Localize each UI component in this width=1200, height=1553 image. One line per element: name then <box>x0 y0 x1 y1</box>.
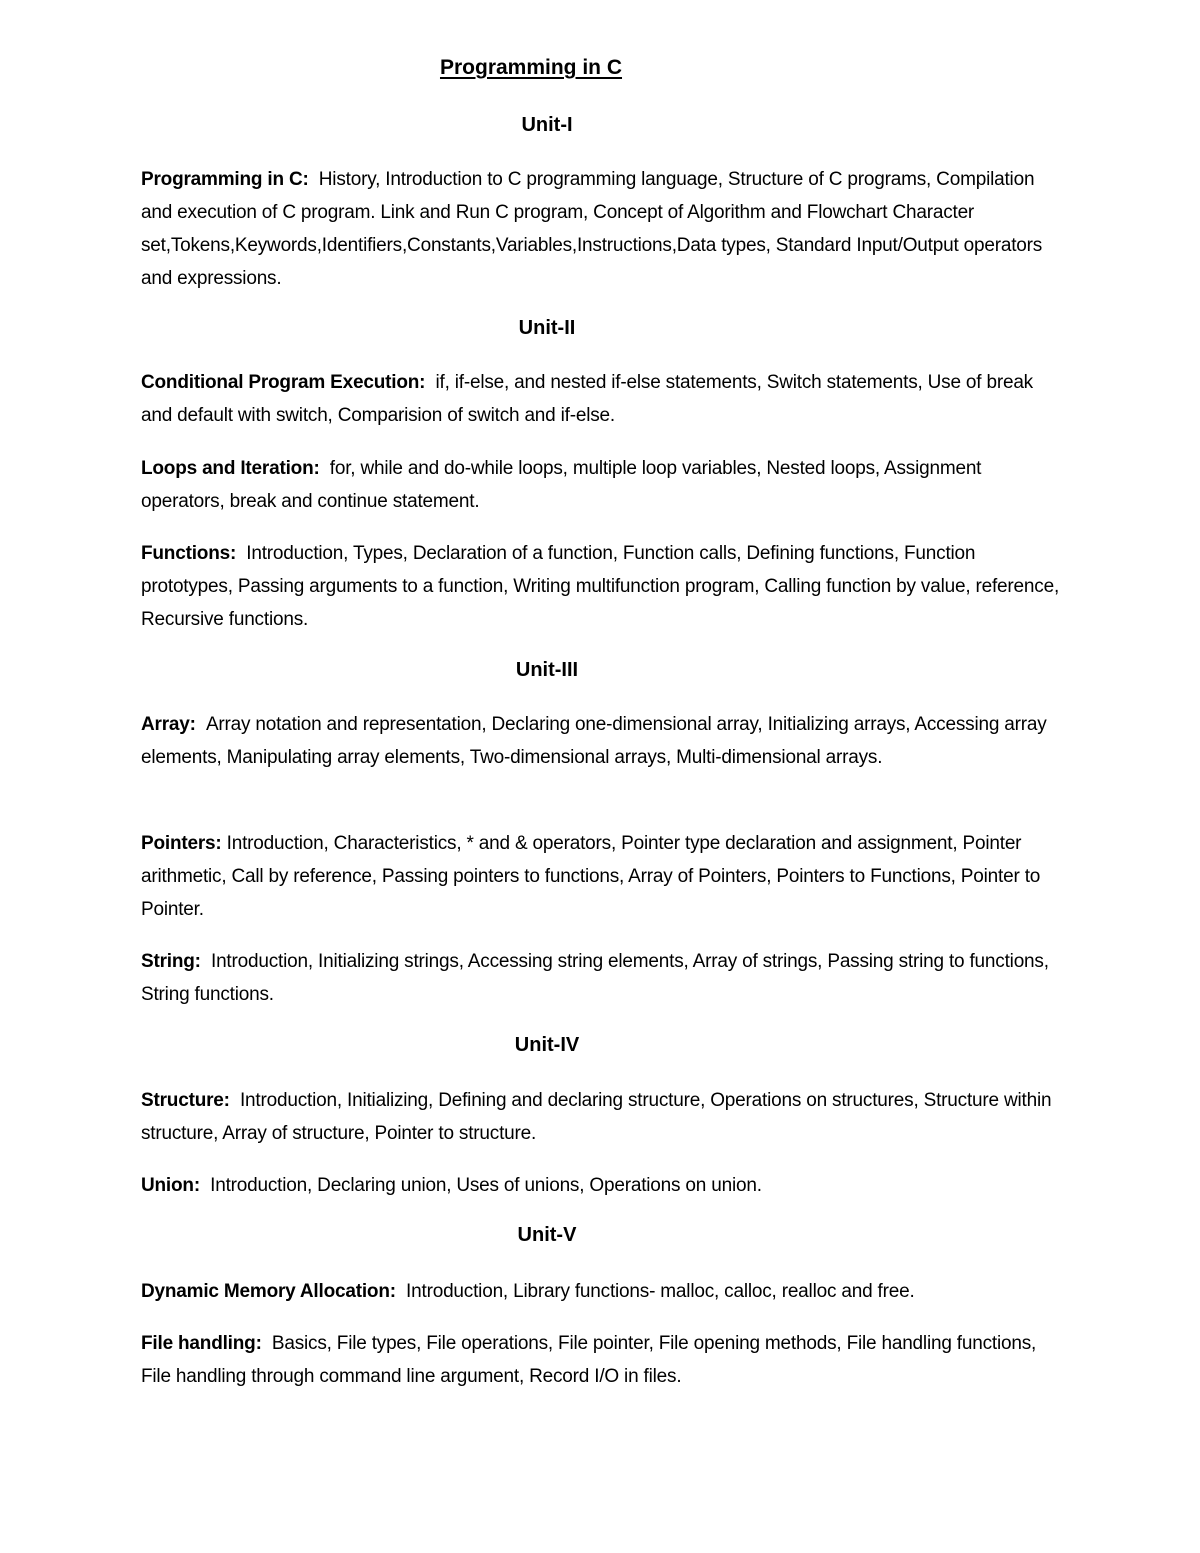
topic-title: Union: <box>141 1175 200 1196</box>
topic-pointers <box>141 827 1061 926</box>
topic-title: Functions: <box>141 543 237 564</box>
topic-description: Introduction, Library functions- malloc, calloc, realloc and free. <box>406 1281 915 1302</box>
topic-conditional-program-execution <box>141 366 1061 432</box>
topic-title: Programming in C: <box>141 169 309 190</box>
topic-title: Conditional Program Execution: <box>141 372 426 393</box>
topic-title: Structure: <box>141 1090 230 1111</box>
topic-description: Array notation and representation, Declaring one-dimensional array, Initializing arrays, Accessing array elements, Manipulating array elements, Two-dimensional arrays, Multi-dimensional arrays. <box>141 714 1047 768</box>
topic-dynamic-memory-allocation <box>141 1275 1061 1308</box>
topic-description: Introduction, Characteristics, * and & operators, Pointer type declaration and assignment, Pointer arithmetic, Call by reference, Passing pointers to functions, Array of Pointers, Pointers to Functions, Pointer to Pointer. <box>141 833 1041 920</box>
topic-functions <box>141 537 1061 636</box>
topic-string <box>141 945 1061 1011</box>
topic-description: Introduction, Declaring union, Uses of unions, Operations on union. <box>210 1175 762 1196</box>
unit-1-heading: Unit-I <box>521 114 573 136</box>
topic-description: if, if-else, and nested if-else statements, Switch statements, Use of break and default with switch, Comparision of switch and if-else. <box>141 372 1033 426</box>
topic-description: Introduction, Initializing strings, Accessing string elements, Array of strings, Passing string to functions, String functions. <box>141 951 1049 1005</box>
topic-loops-and-iteration <box>141 452 1061 518</box>
topic-description: History, Introduction to C programming language, Structure of C programs, Compilation and execution of C program. Link and Run C program, Concept of Algorithm and Flowchart Character set,Tokens,Keywords,Identifiers,Constants,Variables,Instructions,Data types, Standard Input/Output operators and expressions. <box>141 169 1043 289</box>
unit-2-heading: Unit-II <box>518 317 576 339</box>
topic-title: File handling: <box>141 1333 262 1354</box>
topic-programming-in-c <box>141 163 1061 295</box>
topic-description: Introduction, Initializing, Defining and declaring structure, Operations on structures, Structure within structure, Array of structure, Pointer to structure. <box>141 1090 1052 1144</box>
unit-4-heading: Unit-IV <box>514 1034 580 1056</box>
topic-title: String: <box>141 951 201 972</box>
topic-array <box>141 708 1061 774</box>
topic-title: Loops and Iteration: <box>141 458 320 479</box>
topic-title: Pointers: <box>141 833 222 854</box>
topic-union <box>141 1169 1061 1202</box>
topic-description: for, while and do-while loops, multiple loop variables, Nested loops, Assignment operators, break and continue statement. <box>141 458 982 512</box>
topic-title: Dynamic Memory Allocation: <box>141 1281 396 1302</box>
document-title: Programming in C <box>439 56 623 79</box>
topic-description: Basics, File types, File operations, File pointer, File opening methods, File handling functions, File handling through command line argument, Record I/O in files. <box>141 1333 1037 1387</box>
topic-file-handling <box>141 1327 1061 1393</box>
topic-title: Array: <box>141 714 196 735</box>
topic-description: Introduction, Types, Declaration of a function, Function calls, Defining functions, Function prototypes, Passing arguments to a function, Writing multifunction program, Calling function by value, reference, Recursive functions. <box>141 543 1060 630</box>
topic-structure <box>141 1084 1061 1150</box>
unit-5-heading: Unit-V <box>517 1224 577 1246</box>
unit-3-heading: Unit-III <box>515 659 579 681</box>
